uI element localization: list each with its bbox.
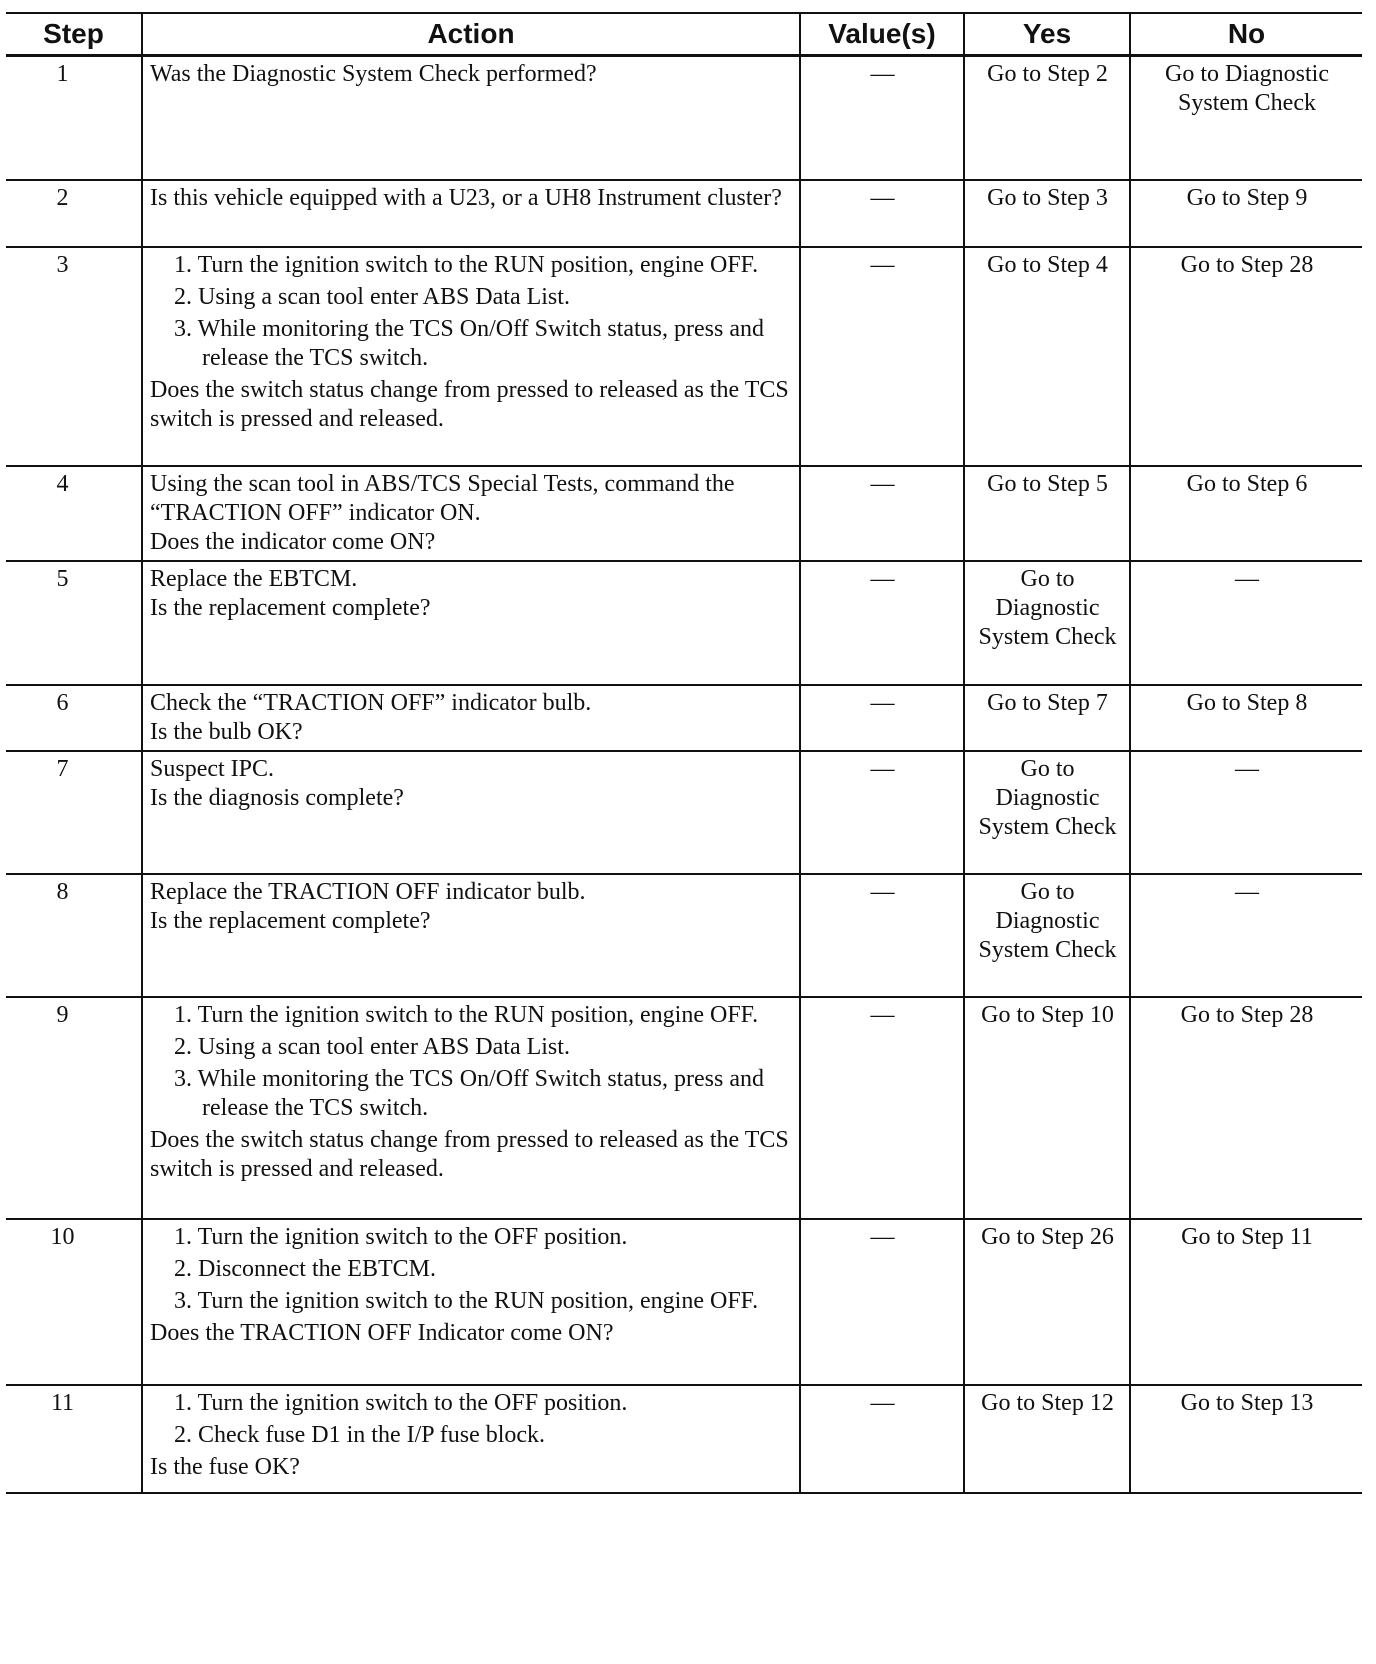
no-cell: Go to Step 11: [1130, 1219, 1362, 1385]
action-text: Suspect IPC. Is the diagnosis complete?: [150, 755, 404, 811]
substep-item: 1. Turn the ignition switch to the OFF position.: [174, 1223, 628, 1250]
step-number: 5: [6, 561, 142, 685]
header-yes: Yes: [964, 13, 1130, 56]
yes-cell: Go to Step 4: [964, 247, 1130, 466]
substep-item: 2. Using a scan tool enter ABS Data List.: [174, 283, 570, 310]
step-number: 3: [6, 247, 142, 466]
value-cell: —: [800, 561, 964, 685]
no-cell: Go to Step 9: [1130, 180, 1362, 247]
no-cell: —: [1130, 874, 1362, 997]
yes-cell: Go to Step 12: [964, 1385, 1130, 1493]
table-header: [6, 13, 1362, 56]
substep-list: [150, 251, 793, 373]
yes-cell: Go to Step 2: [964, 56, 1130, 180]
header-action: Action: [142, 13, 800, 56]
action-question: Does the switch status change from pressed to released as the TCS switch is pressed and released.: [150, 376, 789, 432]
step-number: 7: [6, 751, 142, 874]
no-cell: Go to Step 8: [1130, 685, 1362, 751]
substep-list: [150, 1001, 793, 1123]
no-cell: Go to Step 28: [1130, 997, 1362, 1219]
action-cell: [142, 466, 800, 561]
yes-cell: Go to Step 26: [964, 1219, 1130, 1385]
substep-item: 2. Check fuse D1 in the I/P fuse block.: [174, 1421, 546, 1448]
step-number: 1: [6, 56, 142, 180]
header-values: Value(s): [800, 13, 964, 56]
action-cell: [142, 874, 800, 997]
table-row: [6, 180, 1362, 247]
no-cell: Go to Step 13: [1130, 1385, 1362, 1493]
no-cell: —: [1130, 561, 1362, 685]
substep-item: 1. Turn the ignition switch to the RUN position, engine OFF.: [174, 251, 759, 278]
step-number: 8: [6, 874, 142, 997]
table-row: [6, 247, 1362, 466]
action-cell: [142, 751, 800, 874]
action-text: Replace the EBTCM. Is the replacement complete?: [150, 565, 431, 621]
header-step: Step: [6, 13, 142, 56]
yes-cell: Go to Diagnostic System Check: [964, 751, 1130, 874]
table-row: [6, 56, 1362, 180]
value-cell: —: [800, 874, 964, 997]
table-row: [6, 751, 1362, 874]
action-text: Was the Diagnostic System Check performed?: [150, 61, 597, 87]
substep-list: [150, 1389, 793, 1450]
value-cell: —: [800, 1385, 964, 1493]
value-cell: —: [800, 247, 964, 466]
substep-item: 2. Disconnect the EBTCM.: [174, 1255, 436, 1282]
no-cell: Go to Diagnostic System Check: [1130, 56, 1362, 180]
action-question: Does the TRACTION OFF Indicator come ON?: [150, 1319, 614, 1346]
action-cell: [142, 1219, 800, 1385]
step-number: 4: [6, 466, 142, 561]
table-row: [6, 466, 1362, 561]
table-row: [6, 1219, 1362, 1385]
value-cell: —: [800, 751, 964, 874]
action-cell: [142, 56, 800, 180]
action-text: Replace the TRACTION OFF indicator bulb. Is the replacement complete?: [150, 878, 586, 934]
substep-item: 2. Using a scan tool enter ABS Data List.: [174, 1033, 570, 1060]
step-number: 6: [6, 685, 142, 751]
yes-cell: Go to Diagnostic System Check: [964, 561, 1130, 685]
action-question: Does the switch status change from pressed to released as the TCS switch is pressed and released.: [150, 1126, 789, 1182]
yes-cell: Go to Step 5: [964, 466, 1130, 561]
substep-item: 3. Turn the ignition switch to the RUN position, engine OFF.: [174, 1287, 759, 1314]
action-cell: [142, 685, 800, 751]
substep-item: 3. While monitoring the TCS On/Off Switch status, press and release the TCS switch.: [174, 1065, 764, 1121]
substep-item: 3. While monitoring the TCS On/Off Switch status, press and release the TCS switch.: [174, 315, 764, 371]
action-cell: [142, 1385, 800, 1493]
action-text: Check the “TRACTION OFF” indicator bulb. Is the bulb OK?: [150, 689, 592, 745]
step-number: 10: [6, 1219, 142, 1385]
value-cell: —: [800, 997, 964, 1219]
header-row: [6, 13, 1362, 56]
value-cell: —: [800, 180, 964, 247]
diagnostic-table: [6, 12, 1362, 1494]
table-body: [6, 56, 1362, 1493]
value-cell: —: [800, 56, 964, 180]
action-cell: [142, 561, 800, 685]
yes-cell: Go to Step 3: [964, 180, 1130, 247]
value-cell: —: [800, 466, 964, 561]
value-cell: —: [800, 685, 964, 751]
table-row: [6, 561, 1362, 685]
substep-list: [150, 1223, 793, 1316]
action-cell: [142, 997, 800, 1219]
table-row: [6, 997, 1362, 1219]
action-text: Using the scan tool in ABS/TCS Special Tests, command the “TRACTION OFF” indicator ON. Does the indicator come ON?: [150, 470, 735, 555]
table-row: [6, 874, 1362, 997]
substep-item: 1. Turn the ignition switch to the RUN position, engine OFF.: [174, 1001, 759, 1028]
header-no: No: [1130, 13, 1362, 56]
action-question: Is the fuse OK?: [150, 1453, 300, 1480]
no-cell: Go to Step 28: [1130, 247, 1362, 466]
table-row: [6, 1385, 1362, 1493]
value-cell: —: [800, 1219, 964, 1385]
substep-item: 1. Turn the ignition switch to the OFF position.: [174, 1389, 628, 1416]
action-cell: [142, 180, 800, 247]
table-row: [6, 685, 1362, 751]
step-number: 9: [6, 997, 142, 1219]
no-cell: Go to Step 6: [1130, 466, 1362, 561]
no-cell: —: [1130, 751, 1362, 874]
yes-cell: Go to Diagnostic System Check: [964, 874, 1130, 997]
step-number: 11: [6, 1385, 142, 1493]
step-number: 2: [6, 180, 142, 247]
yes-cell: Go to Step 10: [964, 997, 1130, 1219]
action-cell: [142, 247, 800, 466]
yes-cell: Go to Step 7: [964, 685, 1130, 751]
action-text: Is this vehicle equipped with a U23, or a UH8 Instrument cluster?: [150, 184, 782, 211]
